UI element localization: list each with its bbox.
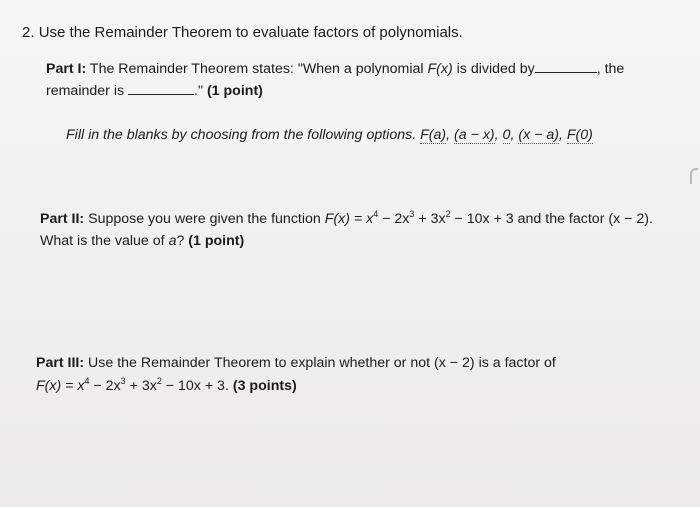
part3-factor: (x − 2) (434, 355, 475, 371)
part2-text-a: Suppose you were given the function (88, 211, 321, 227)
part2-text-b: and the factor (517, 211, 605, 227)
part3-period: . (224, 378, 229, 394)
option-separator: , (510, 127, 515, 143)
option-separator: , (446, 127, 451, 143)
part2-line2 (40, 232, 244, 250)
part1-fx: F(x) (427, 61, 453, 77)
part2-qmark: ? (176, 233, 185, 249)
part1-text-b: is divided by (456, 61, 535, 77)
option-a-minus-x: (a − x) (454, 127, 495, 143)
option-separator: , (558, 127, 563, 143)
part2-label: Part II: (40, 211, 85, 227)
question-number: 2. (22, 24, 35, 41)
part2-line1 (40, 210, 653, 228)
part1-text-e: ." (194, 83, 203, 99)
part1-points: (1 point) (206, 83, 263, 99)
part3-text-b: is a factor of (478, 355, 556, 371)
part3-text-a: Use the Remainder Theorem to explain whether or not (88, 355, 431, 371)
part1-instruction: Fill in the blanks by choosing from the following options. (66, 127, 417, 143)
part1-line2 (46, 82, 263, 100)
part1-text-a: The Remainder Theorem states: "When a polynomial (89, 61, 424, 77)
option-separator: , (494, 127, 499, 143)
part1-label: Part I: (46, 61, 87, 77)
part1-line1 (46, 60, 624, 78)
part1-text-c: , the (596, 61, 625, 77)
option-f0: F(0) (566, 127, 593, 143)
part1-text-d: remainder is (46, 83, 125, 99)
question-heading (22, 24, 463, 42)
part3-points: (3 points) (232, 378, 297, 394)
part1-instruction-line (66, 126, 593, 144)
part2-points: (1 point) (188, 233, 245, 249)
part3-line1 (36, 354, 556, 372)
part1-blank-2[interactable] (128, 82, 194, 95)
option-zero: 0 (502, 127, 511, 143)
part2-function: $F(x) = x^4 - 2x^3 + 3x^2 - 10x + 3$ (324, 209, 514, 227)
part2-factor: (x − 2). (608, 211, 653, 227)
curl-edge-icon (690, 168, 698, 184)
part3-label: Part III: (36, 355, 85, 371)
part2-question: What is the value of (40, 233, 165, 249)
part1-blank-1[interactable] (535, 60, 597, 73)
option-x-minus-a: (x − a) (518, 127, 559, 143)
option-fa: F(a) (420, 127, 447, 143)
part2-var: a (168, 233, 177, 249)
part3-function: $F(x) = x^4 - 2x^3 + 3x^2 - 10x + 3$ (36, 376, 225, 394)
question-title: Use the Remainder Theorem to evaluate factors of polynomials. (38, 24, 463, 41)
part3-line2 (36, 377, 297, 395)
